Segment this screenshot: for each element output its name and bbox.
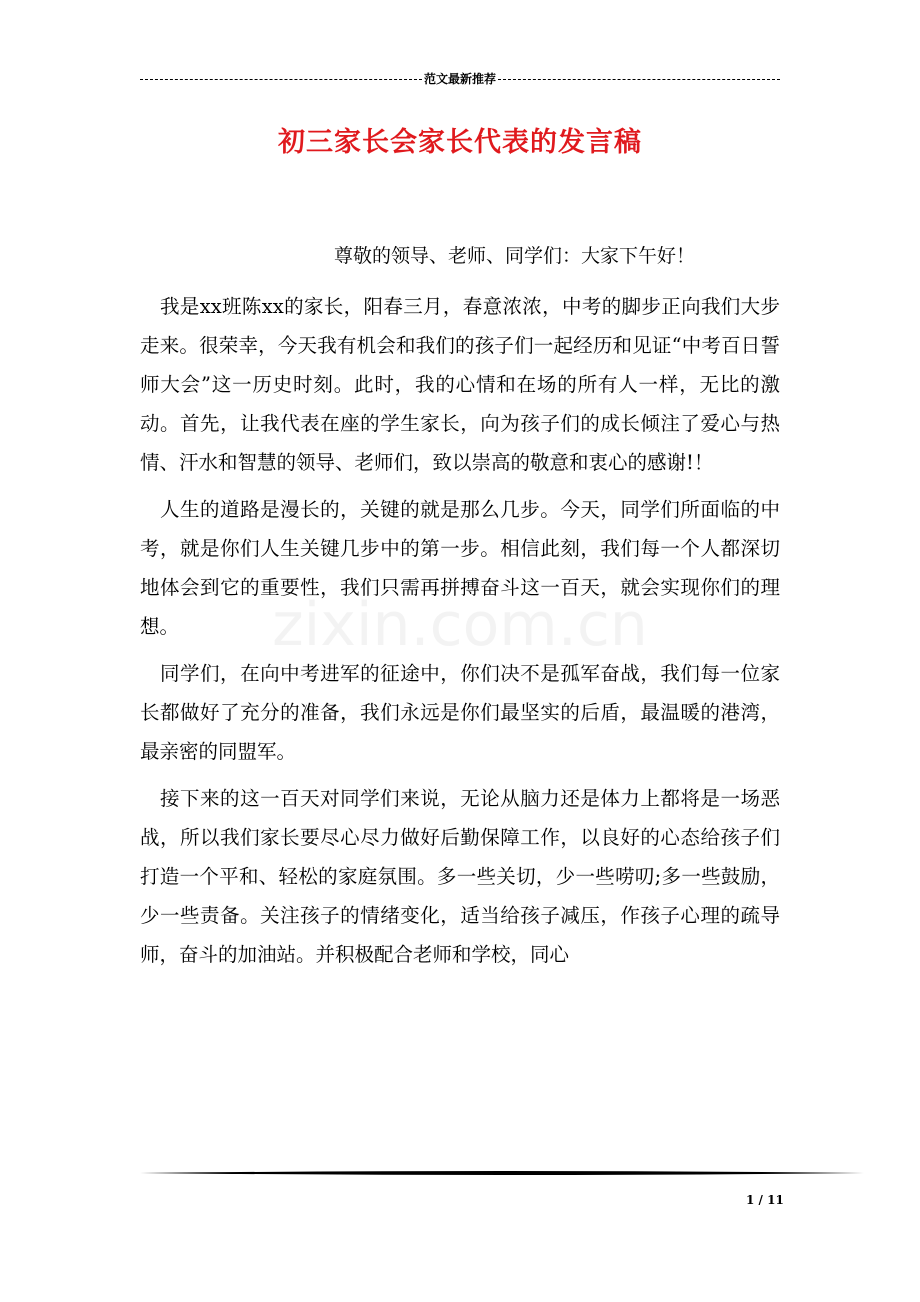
paragraph: 人生的道路是漫长的，关键的就是那么几步。今天，同学们所面临的中考，就是你们人生关键几步中的第一步。相信此刻，我们每一个人都深切地体会到它的重要性，我们只需再拼搏奋斗这一百天，就会实现你们的理想。 bbox=[140, 498, 780, 638]
header-dash-right bbox=[498, 79, 780, 80]
header-rule bbox=[140, 68, 780, 88]
footer-divider bbox=[140, 1168, 864, 1178]
document-body bbox=[140, 287, 780, 982]
page-number: 1 / 11 bbox=[746, 1193, 784, 1207]
paragraph: 同学们，在向中考进军的征途中，你们决不是孤军奋战，我们每一位家长都做好了充分的准备，我们永远是你们最坚实的后盾，最温暖的港湾，最亲密的同盟军。 bbox=[140, 662, 780, 763]
greeting: 尊敬的领导、老师、同学们：大家下午好！ bbox=[334, 245, 696, 267]
document-title: 初三家长会家长代表的发言稿 bbox=[278, 127, 642, 158]
header-label: 范文最新推荐 bbox=[424, 71, 497, 86]
watermark: zixin.com.cn bbox=[272, 590, 648, 660]
paragraph: 接下来的这一百天对同学们来说，无论从脑力还是体力上都将是一场恶战，所以我们家长要尽心尽力做好后勤保障工作，以良好的心态给孩子们打造一个平和、轻松的家庭氛围。多一些关切，少一些唠叨;多一些鼓励，少一些责备。关注孩子的情绪变化，适当给孩子减压，作孩子心理的疏导师，奋斗的加油站。并积极配合老师和学校，同心 bbox=[140, 787, 780, 966]
header-dash-left bbox=[140, 79, 422, 80]
paragraph: 我是xx班陈xx的家长，阳春三月，春意浓浓，中考的脚步正向我们大步走来。很荣幸，今天我有机会和我们的孩子们一起经历和见证“中考百日誓师大会”这一历史时刻。此时，我的心情和在场的所有人一样，无比的激动。首先，让我代表在座的学生家长，向为孩子们的成长倾注了爱心与热情、汗水和智慧的领导、老师们，致以崇高的敬意和衷心的感谢!！ bbox=[140, 295, 780, 474]
